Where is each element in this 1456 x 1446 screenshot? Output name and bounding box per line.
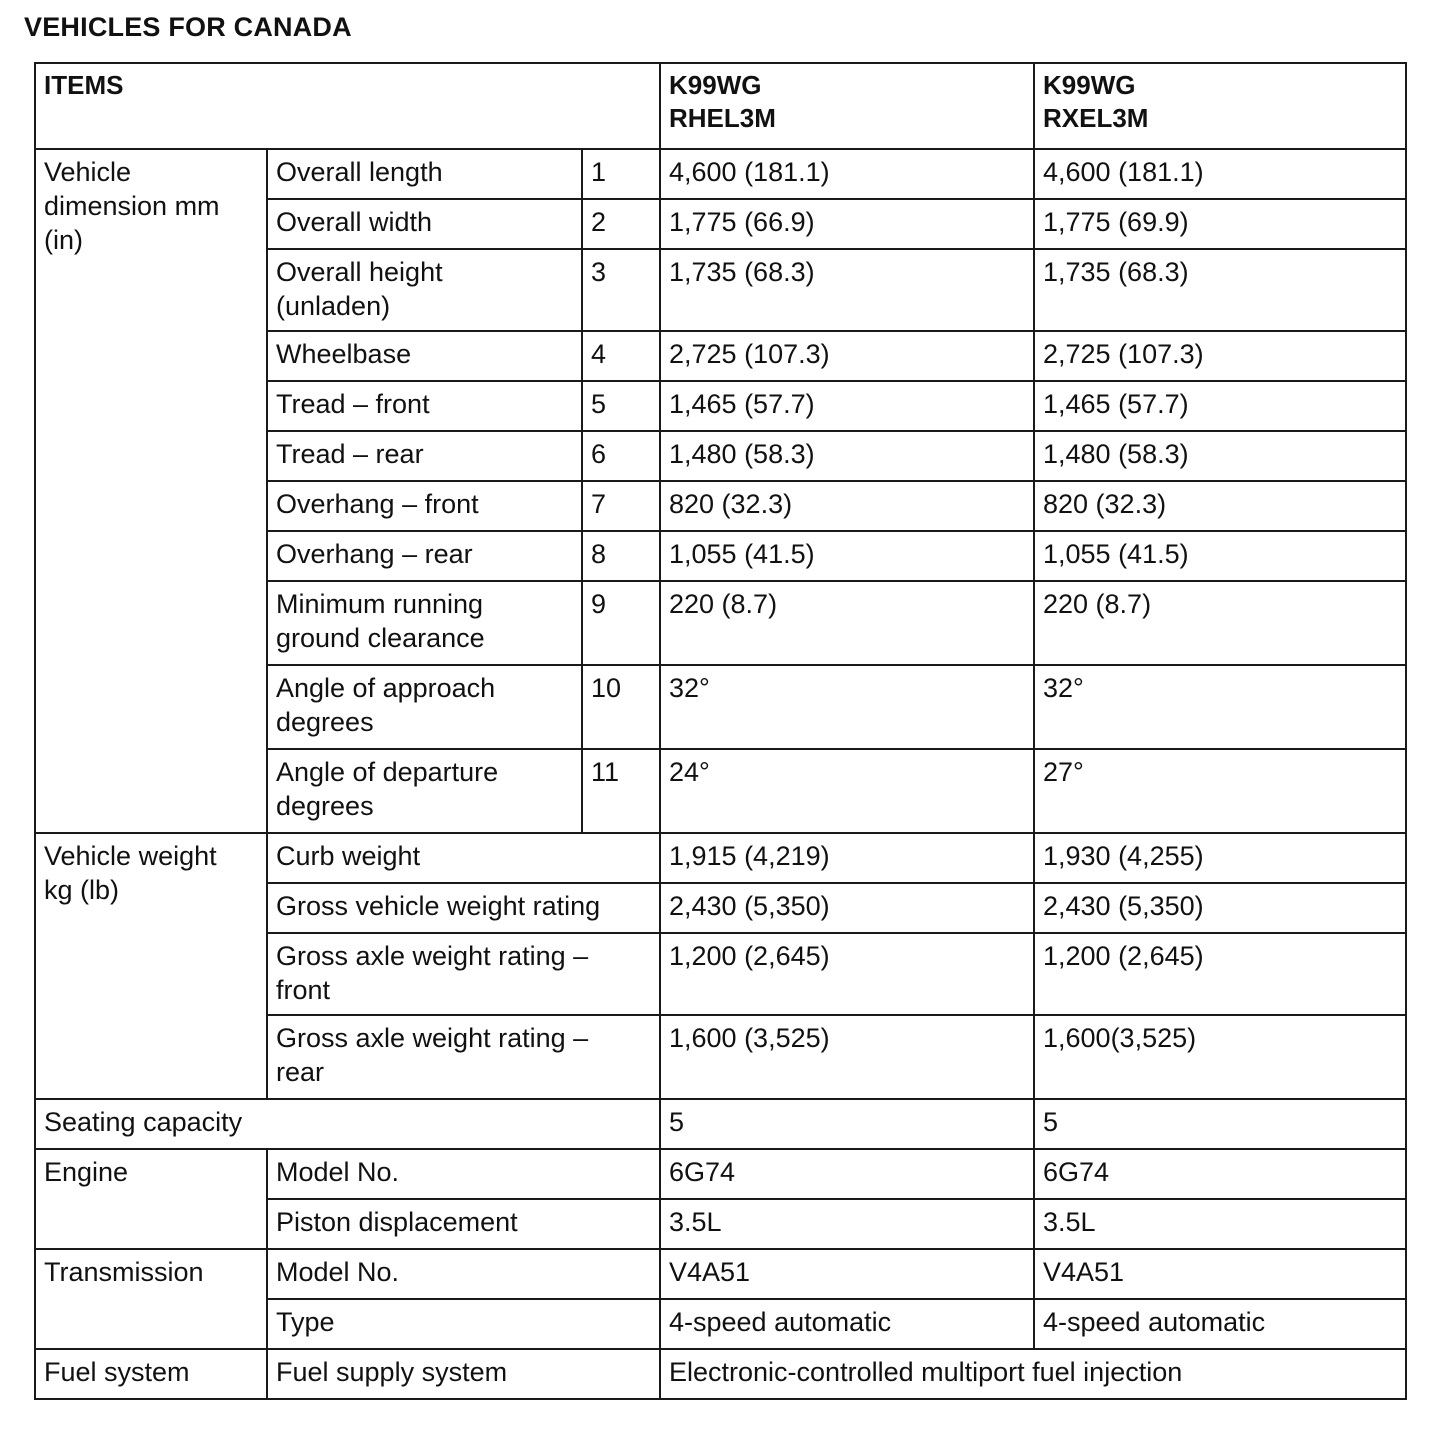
dimension-item-number: 2: [582, 199, 660, 249]
model-2-value: 27°: [1034, 749, 1406, 833]
weight-row: [35, 833, 1406, 883]
model-1-value: 1,600 (3,525): [660, 1015, 1034, 1099]
engine-group-label: Engine: [35, 1149, 267, 1249]
weight-item-label: Curb weight: [267, 833, 660, 883]
model-1-value: 1,915 (4,219): [660, 833, 1034, 883]
model-1-value: V4A51: [660, 1249, 1034, 1299]
model-1-value: 220 (8.7): [660, 581, 1034, 665]
model-1-value: 3.5L: [660, 1199, 1034, 1249]
model-2-value: V4A51: [1034, 1249, 1406, 1299]
engine-item-label: Model No.: [267, 1149, 660, 1199]
fuel-group-label: Fuel system: [35, 1349, 267, 1399]
dimension-item-label: Angle of departure degrees: [267, 749, 582, 833]
model-2-value: 3.5L: [1034, 1199, 1406, 1249]
model-1-value: 1,200 (2,645): [660, 933, 1034, 1015]
dimension-item-label: Overall width: [267, 199, 582, 249]
model-2-value: 220 (8.7): [1034, 581, 1406, 665]
dimension-item-number: 7: [582, 481, 660, 531]
dimension-item-label: Minimum running ground clearance: [267, 581, 582, 665]
dimension-item-number: 4: [582, 331, 660, 381]
model-2-value: 1,735 (68.3): [1034, 249, 1406, 331]
header-row: [35, 63, 1406, 149]
dimension-item-number: 3: [582, 249, 660, 331]
model-1-value: 1,775 (66.9): [660, 199, 1034, 249]
model-2-value: 4-speed automatic: [1034, 1299, 1406, 1349]
transmission-item-label: Model No.: [267, 1249, 660, 1299]
transmission-row: [35, 1249, 1406, 1299]
dimension-item-number: 1: [582, 149, 660, 199]
items-header: ITEMS: [35, 63, 660, 149]
dimension-item-number: 6: [582, 431, 660, 481]
model-2-value: 2,725 (107.3): [1034, 331, 1406, 381]
dimension-group-label: Vehicle dimension mm (in): [35, 149, 267, 833]
weight-item-label: Gross axle weight rating – front: [267, 933, 660, 1015]
dimension-item-number: 8: [582, 531, 660, 581]
model-header-1: K99WG RHEL3M: [660, 63, 1034, 149]
model-2-value: 1,055 (41.5): [1034, 531, 1406, 581]
model-1-value: 2,725 (107.3): [660, 331, 1034, 381]
dimension-item-label: Overhang – front: [267, 481, 582, 531]
fuel-row: [35, 1349, 1406, 1399]
spec-table: [34, 62, 1407, 1400]
model-1-value: 4-speed automatic: [660, 1299, 1034, 1349]
model-2-value: 820 (32.3): [1034, 481, 1406, 531]
seating-row: [35, 1099, 1406, 1149]
model-2-value: 2,430 (5,350): [1034, 883, 1406, 933]
dimension-item-number: 9: [582, 581, 660, 665]
model-1-value: 24°: [660, 749, 1034, 833]
model-2-value: 1,480 (58.3): [1034, 431, 1406, 481]
model-1-value: 2,430 (5,350): [660, 883, 1034, 933]
model-2-value: 1,775 (69.9): [1034, 199, 1406, 249]
dimension-item-label: Overall length: [267, 149, 582, 199]
page-title: VEHICLES FOR CANADA: [24, 12, 352, 42]
model-1-value: 4,600 (181.1): [660, 149, 1034, 199]
model-1-value: 820 (32.3): [660, 481, 1034, 531]
dimension-item-label: Overhang – rear: [267, 531, 582, 581]
weight-item-label: Gross vehicle weight rating: [267, 883, 660, 933]
dimension-item-label: Angle of approach degrees: [267, 665, 582, 749]
fuel-value: Electronic-controlled multiport fuel injection: [660, 1349, 1406, 1399]
weight-group-label: Vehicle weight kg (lb): [35, 833, 267, 1099]
transmission-group-label: Transmission: [35, 1249, 267, 1349]
model-2-value: 32°: [1034, 665, 1406, 749]
model-2-value: 1,200 (2,645): [1034, 933, 1406, 1015]
model-2-value: 6G74: [1034, 1149, 1406, 1199]
engine-row: [35, 1149, 1406, 1199]
model-2-value: 5: [1034, 1099, 1406, 1149]
model-2-value: 1,600(3,525): [1034, 1015, 1406, 1099]
model-1-value: 1,480 (58.3): [660, 431, 1034, 481]
model-1-value: 1,735 (68.3): [660, 249, 1034, 331]
model-2-value: 4,600 (181.1): [1034, 149, 1406, 199]
model-1-value: 1,055 (41.5): [660, 531, 1034, 581]
model-2-value: 1,930 (4,255): [1034, 833, 1406, 883]
model-1-value: 1,465 (57.7): [660, 381, 1034, 431]
dimension-item-number: 11: [582, 749, 660, 833]
transmission-item-label: Type: [267, 1299, 660, 1349]
dimension-item-label: Overall height (unladen): [267, 249, 582, 331]
dimension-item-number: 10: [582, 665, 660, 749]
model-1-value: 6G74: [660, 1149, 1034, 1199]
engine-item-label: Piston displacement: [267, 1199, 660, 1249]
dimension-item-label: Wheelbase: [267, 331, 582, 381]
fuel-item-label: Fuel supply system: [267, 1349, 660, 1399]
weight-item-label: Gross axle weight rating – rear: [267, 1015, 660, 1099]
dimension-item-label: Tread – rear: [267, 431, 582, 481]
model-1-value: 32°: [660, 665, 1034, 749]
dimension-row: [35, 149, 1406, 199]
dimension-item-label: Tread – front: [267, 381, 582, 431]
model-1-value: 5: [660, 1099, 1034, 1149]
model-2-value: 1,465 (57.7): [1034, 381, 1406, 431]
dimension-item-number: 5: [582, 381, 660, 431]
model-header-2: K99WG RXEL3M: [1034, 63, 1406, 149]
seating-label: Seating capacity: [35, 1099, 660, 1149]
